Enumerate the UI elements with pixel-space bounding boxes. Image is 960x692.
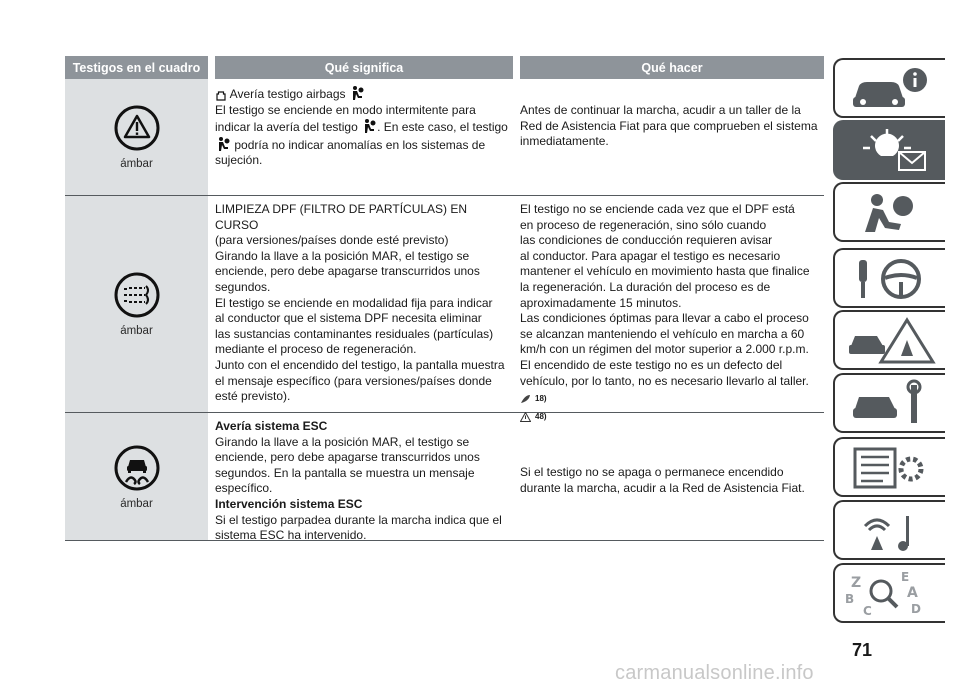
text-line: Las condiciones óptimas para llevar a cabo el proceso: [520, 311, 809, 326]
indicator-cell: [65, 196, 208, 412]
warning-lights-table: [65, 56, 824, 541]
text-line: la regeneración. La duración del proceso es de: [520, 279, 771, 294]
warning-lights-icon: [843, 126, 939, 176]
text-line: esté previsto).: [215, 389, 291, 404]
table-header: [65, 56, 824, 79]
technical-data-icon: [843, 443, 939, 493]
color-label: ámbar: [120, 325, 153, 337]
tab-maintenance[interactable]: [833, 373, 945, 433]
note-reference[interactable]: 48): [520, 409, 824, 425]
indicator-cell: [65, 79, 208, 195]
text-line: (para versiones/países donde esté previsto): [215, 233, 449, 248]
note-reference[interactable]: 18): [520, 391, 824, 407]
text-line: Girando la llave a la posición MAR, el testigo se: [215, 248, 470, 263]
esc-skid-car-icon: [113, 444, 161, 492]
color-label: ámbar: [120, 158, 153, 170]
tab-index[interactable]: [833, 563, 945, 623]
lamp-icon: [215, 89, 227, 101]
meaning-title: Intervención sistema ESC: [215, 496, 363, 511]
text-line: durante la marcha, acudir a la Red de Asistencia Fiat.: [520, 480, 805, 495]
meaning-cell: [215, 79, 513, 195]
text-line: enciende, pero debe apagarse transcurridos unos: [215, 264, 480, 279]
page-number: 71: [852, 640, 873, 660]
tab-technical-data[interactable]: [833, 437, 945, 497]
airbag-person-icon: [349, 85, 365, 101]
table-row: [65, 196, 824, 421]
header-col-action: Qué hacer: [520, 56, 824, 79]
environment-note-icon: [520, 394, 531, 404]
tab-multimedia[interactable]: [833, 500, 945, 560]
tab-safety[interactable]: [833, 182, 945, 242]
text-line: al conductor. Para apagar el testigo es necesario: [520, 248, 781, 263]
meaning-cell: [215, 413, 513, 543]
airbag-warning-triangle-icon: [113, 104, 161, 152]
text-line: mediante el proceso de regeneración.: [215, 342, 417, 357]
meaning-text-2: . En este caso, el testigo: [377, 120, 508, 135]
tab-warning-lights[interactable]: [833, 120, 945, 180]
header-col-meaning: Qué significa: [215, 56, 513, 79]
svg-text:C: C: [863, 604, 872, 618]
text-line: vehículo, por lo tanto, no es necesario llevarlo al taller.: [520, 373, 809, 388]
text-line: El testigo no se enciende cada vez que el DPF está: [520, 202, 795, 216]
tab-steering[interactable]: [833, 248, 945, 308]
text-line: LIMPIEZA DPF (FILTRO DE PARTÍCULAS) EN CURSO: [215, 202, 468, 232]
meaning-title: Avería sistema ESC: [215, 419, 328, 433]
text-line: las sustancias contaminantes residuales (partículas): [215, 326, 494, 341]
svg-text:B: B: [845, 592, 855, 606]
meaning-title: Avería testigo airbags: [229, 87, 346, 101]
text-line: Si el testigo parpadea durante la marcha indica que el: [215, 512, 502, 527]
text-line: sistema ESC ha intervenido.: [215, 528, 367, 543]
table-row: [65, 413, 824, 541]
text-line: mantener el vehículo en movimiento hasta que finalice: [520, 264, 810, 279]
svg-text:E: E: [901, 570, 910, 584]
text-line: al conductor que el sistema DPF necesita eliminar: [215, 311, 482, 326]
steering-key-icon: [843, 254, 939, 304]
header-col-indicators: Testigos en el cuadro: [65, 56, 208, 79]
action-cell: [520, 413, 824, 540]
text-line: Si el testigo no se apaga o permanece encendido: [520, 464, 784, 479]
text-line: se alcanzan manteniendo el vehículo en marcha a 60: [520, 326, 805, 341]
text-line: específico.: [215, 481, 273, 496]
maintenance-icon: [843, 379, 939, 429]
safety-airbag-icon: [843, 188, 939, 238]
emergency-icon: [843, 316, 939, 366]
text-line: segundos. En la pantalla se muestra un mensaje: [215, 465, 475, 480]
text-line: aproximadamente 15 minutos.: [520, 295, 682, 310]
text-line: el mensaje específico (para versiones/países donde: [215, 373, 492, 388]
meaning-text-1: El testigo se enciende en modo intermitente para indicar la avería del testigo: [215, 102, 476, 135]
car-info-icon: [843, 64, 939, 114]
tab-emergency[interactable]: [833, 310, 945, 370]
footer-watermark: carmanualsonline.info: [615, 662, 814, 684]
indicator-cell: [65, 413, 208, 540]
color-label: ámbar: [120, 497, 153, 510]
tab-car-info[interactable]: [833, 58, 945, 118]
text-line: El testigo se enciende en modalidad fija para indicar: [215, 295, 493, 310]
multimedia-icon: [843, 506, 939, 556]
dpf-filter-icon: [113, 271, 161, 319]
meaning-cell: [215, 196, 513, 412]
text-line: las condiciones de conducción requieren avisar: [520, 233, 773, 248]
text-line: Junto con el encendido del testigo, la pantalla muestra: [215, 357, 505, 372]
airbag-person-icon: [215, 136, 231, 152]
action-cell: [520, 196, 824, 421]
text-line: km/h con un régimen del motor superior a 2.000 r.p.m.: [520, 342, 809, 357]
action-cell: Antes de continuar la marcha, acudir a un taller de la Red de Asistencia Fiat para que comprueben el sistema inmediatamente.: [520, 103, 818, 149]
table-row: [65, 79, 824, 196]
text-line: en proceso de regeneración, sino sólo cuando: [520, 217, 767, 232]
svg-text:Z: Z: [851, 575, 862, 591]
airbag-person-icon: [361, 118, 377, 134]
text-line: segundos.: [215, 279, 271, 294]
index-icon: [843, 569, 939, 619]
meaning-text-3: podría no indicar anomalías en los sistemas de sujeción.: [215, 137, 486, 168]
text-line: enciende, pero debe apagarse transcurridos unos: [215, 450, 480, 465]
svg-text:A: A: [907, 585, 918, 601]
text-line: El encendido de este testigo no es un defecto del: [520, 357, 783, 372]
text-line: Girando la llave a la posición MAR, el testigo se: [215, 434, 470, 449]
svg-text:D: D: [911, 602, 921, 616]
